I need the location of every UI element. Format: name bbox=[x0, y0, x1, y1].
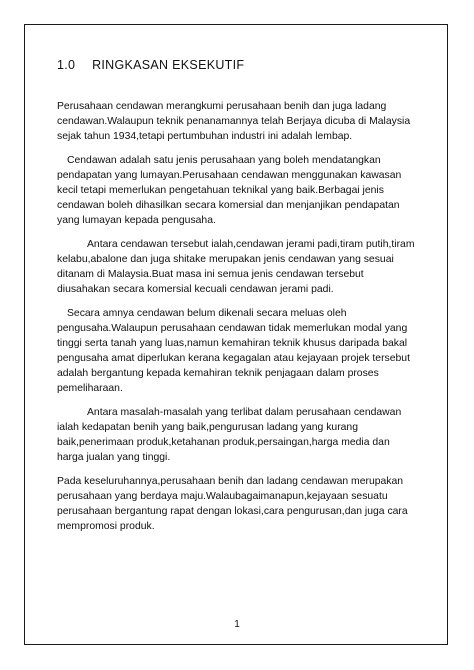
paragraph-6: Pada keseluruhannya,perusahaan benih dan ladang cendawan merupakan perusahaan yang berdaya maju.Walaubagaimanapun,kejayaan sesuatu perusahaan bergantung rapat dengan lokasi,cara pengurusan,dan juga cara mempromosi produk. bbox=[57, 476, 408, 532]
page-number: 1 bbox=[234, 619, 240, 630]
document-body bbox=[57, 58, 419, 543]
section-title: RINGKASAN EKSEKUTIF bbox=[92, 58, 245, 72]
paragraph-3: Antara cendawan tersebut ialah,cendawan jerami padi,tiram putih,tiram kelabu,abalone dan juga shitake merupakan jenis cendawan yang sesuai ditanam di Malaysia.Buat masa ini semua jenis cendawan tersebut diusahakan secara komersial kecuali cendawan jerami padi. bbox=[57, 239, 415, 295]
paragraph-4: Secara amnya cendawan belum dikenali secara meluas oleh pengusaha.Walaupun perusahaan cendawan tidak memerlukan modal yang tinggi serta tanah yang luas,namun kemahiran teknik khusus daripada bakal pengusaha amat diperlukan kerana kegagalan atau kejayaan projek tersebut adalah bergantung kepada kemahiran teknik penjagaan dalam proses pemeliharaan. bbox=[57, 308, 410, 394]
paragraph-5: Antara masalah-masalah yang terlibat dalam perusahaan cendawan ialah kedapatan benih yang baik,pengurusan ladang yang kurang baik,penerimaan produk,ketahanan produk,persaingan,harga media dan harga jualan yang tinggi. bbox=[57, 407, 402, 463]
paragraph-1: Perusahaan cendawan merangkumi perusahaan benih dan juga ladang cendawan.Walaupun teknik penanamannya telah Berjaya dicuba di Malaysia sejak tahun 1934,tetapi pertumbuhan industri ini adalah lembap. bbox=[57, 101, 411, 142]
section-heading bbox=[57, 58, 419, 72]
section-number: 1.0 bbox=[57, 58, 76, 72]
paragraph-2: Cendawan adalah satu jenis perusahaan yang boleh mendatangkan pendapatan yang lumayan.Perusahaan cendawan menggunakan kawasan kecil tetapi memerlukan pengetahuan teknikal yang baik.Berbagai jenis cendawan boleh dihasilkan secara komersial dan menjanjikan pendapatan yang lumayan kepada pengusaha. bbox=[57, 155, 402, 226]
